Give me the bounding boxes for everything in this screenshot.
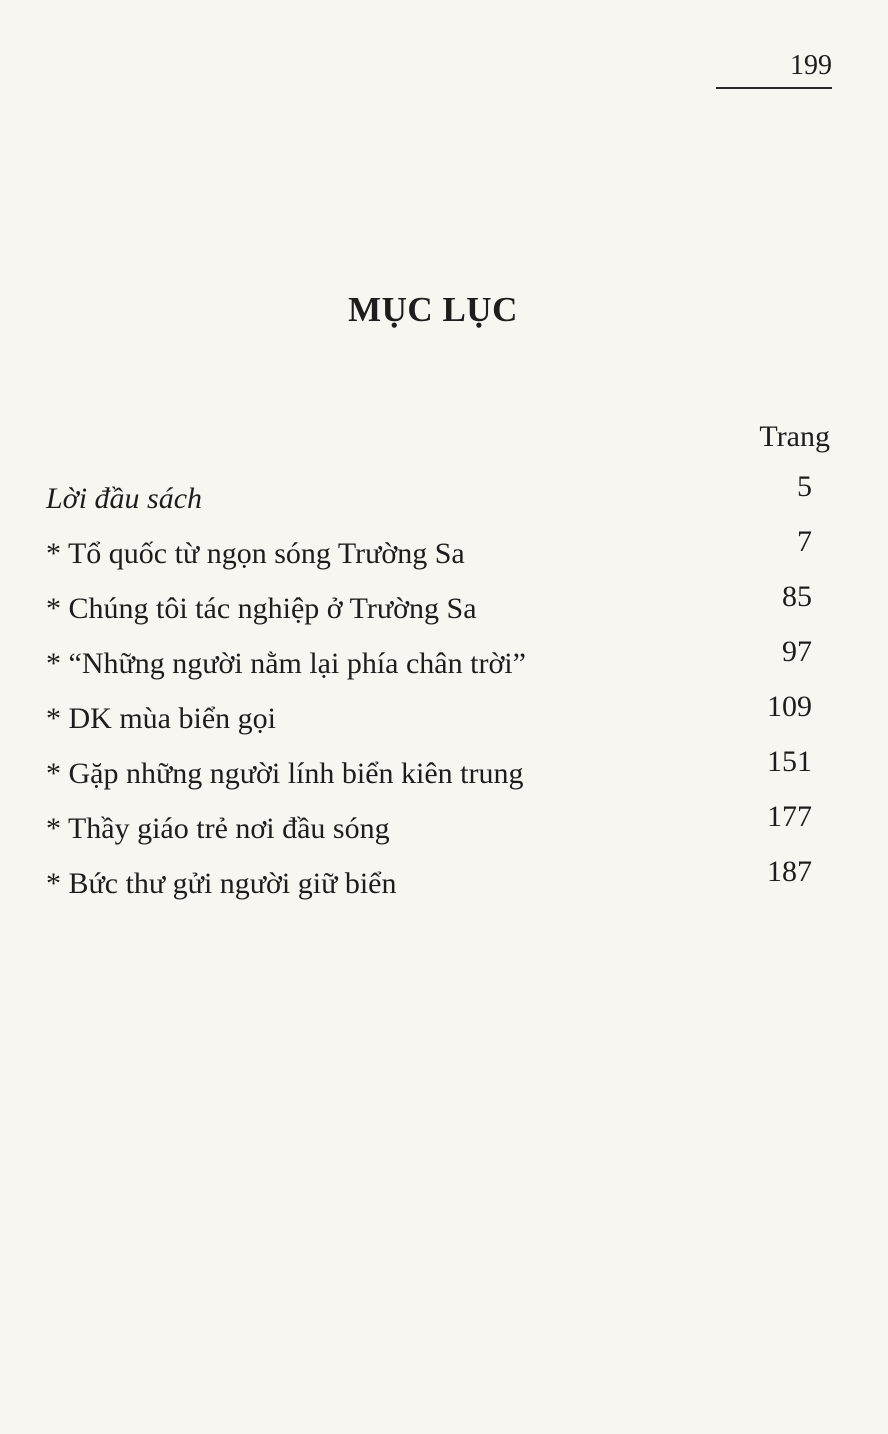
toc-entry-title: * Tổ quốc từ ngọn sóng Trường Sa [46,537,465,570]
toc-title: MỤC LỤC [348,290,518,329]
toc-entry-page: 187 [767,855,812,888]
toc-entry-title: * “Những người nằm lại phía chân trời” [46,647,526,680]
toc-entry-page: 109 [767,690,812,723]
toc-entry-dk-mua-bien [46,690,820,749]
toc-entry-gap-nhung [46,745,820,804]
toc-entry-title: * Gặp những người lính biển kiên trung [46,757,524,790]
toc-entry-to-quoc [46,525,820,584]
toc-entry-page: 177 [767,800,812,833]
toc-entry-page: 7 [797,525,812,558]
toc-entry-chung-toi [46,580,820,639]
header-rule [716,87,832,89]
toc-entry-thay-giao [46,800,820,859]
toc-entry-buc-thu [46,855,820,914]
toc-entry-title: * Chúng tôi tác nghiệp ở Trường Sa [46,592,477,625]
toc-entry-title: * Bức thư gửi người giữ biển [46,867,397,900]
toc-entry-page: 85 [782,580,812,613]
toc-list [46,470,820,914]
page-column-label: Trang [759,420,830,453]
toc-entry-title: Lời đầu sách [46,482,203,515]
toc-entry-title: * DK mùa biển gọi [46,702,276,735]
toc-entry-nhung-nguoi [46,635,820,694]
toc-entry-title: * Thầy giáo trẻ nơi đầu sóng [46,812,390,845]
toc-entry-loi-dau-sach [46,470,820,529]
toc-entry-page: 97 [782,635,812,668]
toc-entry-page: 5 [797,470,812,503]
toc-entry-page: 151 [767,745,812,778]
page-number: 199 [790,50,832,81]
